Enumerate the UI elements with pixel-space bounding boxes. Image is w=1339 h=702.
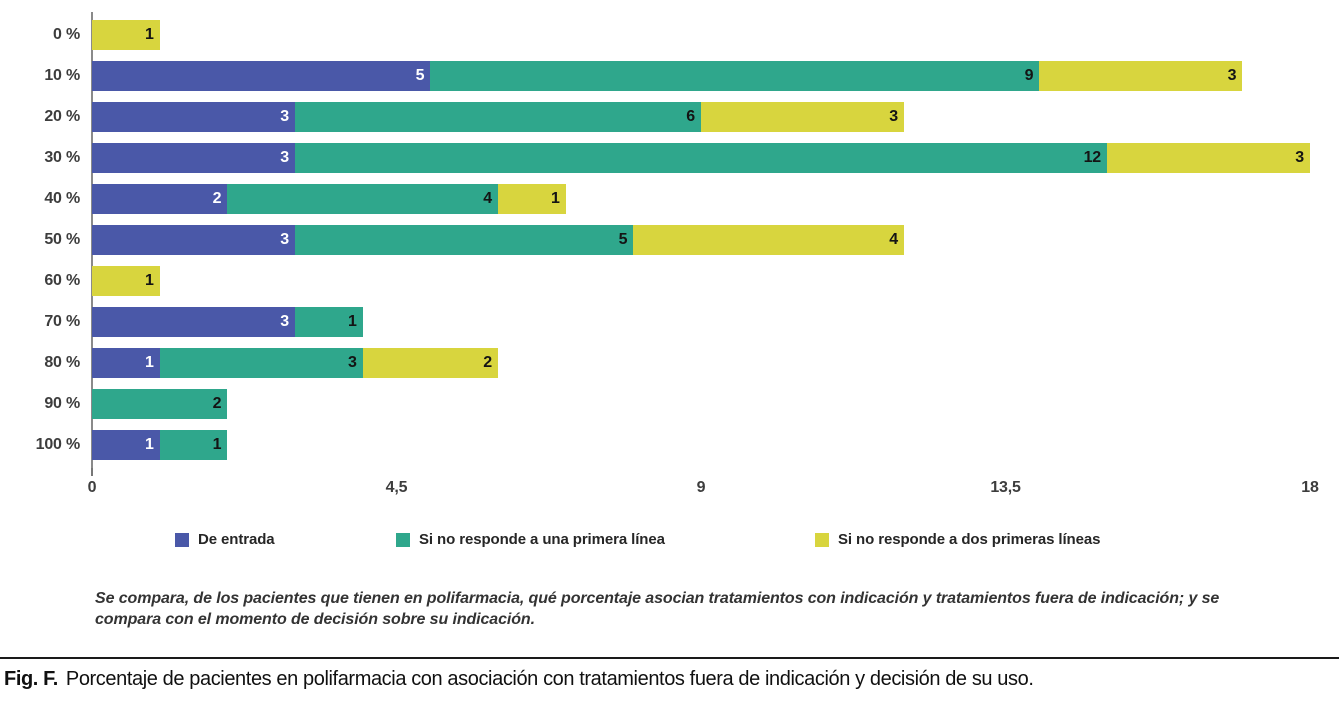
legend-label: Si no responde a una primera línea <box>419 531 665 548</box>
bar-segment <box>160 348 363 378</box>
bar-track <box>92 348 1310 378</box>
bar-segment <box>92 61 430 91</box>
bar-value-label: 2 <box>212 189 222 207</box>
bar-segment <box>92 102 295 132</box>
y-axis-label: 80 % <box>44 353 80 371</box>
y-axis-label: 100 % <box>35 435 80 453</box>
legend-swatch <box>175 533 189 547</box>
bar-segment <box>430 61 1039 91</box>
bar-segment <box>363 348 498 378</box>
bar-value-label: 1 <box>144 25 154 43</box>
x-axis-ticks <box>87 479 1319 499</box>
bar-segment <box>295 102 701 132</box>
legend-item <box>396 531 665 548</box>
bar-value-label: 2 <box>212 394 222 412</box>
x-axis-tick-label: 18 <box>1301 479 1319 496</box>
chart-row <box>0 219 1339 260</box>
legend-label: De entrada <box>198 531 275 548</box>
bar-segment <box>92 348 160 378</box>
bar-value-label: 9 <box>1024 66 1034 84</box>
bar-track <box>92 266 1310 296</box>
bar-segment <box>295 225 633 255</box>
bar-value-label: 2 <box>483 353 492 371</box>
bar-value-label: 3 <box>280 230 289 248</box>
x-axis-tick-label: 4,5 <box>385 479 408 496</box>
bar-segment <box>227 184 498 214</box>
bar-segment <box>92 307 295 337</box>
chart-row <box>0 383 1339 424</box>
bar-value-label: 5 <box>618 230 628 248</box>
chart-row <box>0 14 1339 55</box>
bar-segment <box>92 389 227 419</box>
bar-value-label: 1 <box>550 189 560 207</box>
bar-segment <box>498 184 566 214</box>
bar-segment <box>295 143 1107 173</box>
chart-row <box>0 137 1339 178</box>
chart-row <box>0 55 1339 96</box>
bar-track <box>92 225 1310 255</box>
legend-item <box>815 531 1100 548</box>
y-axis-label: 10 % <box>44 66 80 84</box>
y-axis-label: 40 % <box>44 189 80 207</box>
bar-track <box>92 307 1310 337</box>
chart-rows <box>0 14 1339 465</box>
bar-value-label: 3 <box>280 312 289 330</box>
chart-row <box>0 424 1339 465</box>
x-axis-tick-label: 13,5 <box>990 479 1021 496</box>
y-axis-label: 20 % <box>44 107 80 125</box>
y-axis-label: 70 % <box>44 312 80 330</box>
bar-value-label: 3 <box>347 353 357 371</box>
bar-segment <box>92 20 160 50</box>
bar-track <box>92 102 1310 132</box>
bar-segment <box>92 143 295 173</box>
y-axis-label: 60 % <box>44 271 80 289</box>
bar-value-label: 3 <box>280 148 289 166</box>
figure-caption-label: Fig. F. <box>4 668 58 690</box>
bar-track <box>92 430 1310 460</box>
bar-value-label: 3 <box>889 107 898 125</box>
bar-track <box>92 184 1310 214</box>
bar-value-label: 3 <box>280 107 289 125</box>
bar-value-label: 5 <box>415 66 425 84</box>
legend-swatch <box>815 533 829 547</box>
x-axis-zero-tick <box>91 468 93 476</box>
bar-value-label: 3 <box>1227 66 1237 84</box>
bar-value-label: 1 <box>144 271 154 289</box>
bar-value-label: 4 <box>483 189 492 207</box>
bar-segment <box>160 430 228 460</box>
chart-row <box>0 301 1339 342</box>
y-axis-label: 0 % <box>53 25 80 43</box>
bar-track <box>92 143 1310 173</box>
x-axis-tick-label: 0 <box>87 479 97 496</box>
bar-value-label: 12 <box>1083 148 1101 166</box>
bar-value-label: 1 <box>212 435 222 453</box>
bar-segment <box>295 307 363 337</box>
bar-segment <box>92 266 160 296</box>
x-axis-tick-label: 9 <box>696 479 706 496</box>
legend-label: Si no responde a dos primeras líneas <box>838 531 1101 548</box>
bar-segment <box>92 225 295 255</box>
bar-track <box>92 20 1310 50</box>
bar-value-label: 3 <box>1295 148 1304 166</box>
bar-segment <box>92 430 160 460</box>
y-axis-label: 30 % <box>44 148 80 166</box>
legend-swatch <box>396 533 410 547</box>
bar-segment <box>701 102 904 132</box>
bar-segment <box>633 225 904 255</box>
chart-row <box>0 178 1339 219</box>
bar-segment <box>1107 143 1310 173</box>
bar-track <box>92 61 1310 91</box>
chart-row <box>0 260 1339 301</box>
bar-value-label: 1 <box>144 435 154 453</box>
bar-segment <box>92 184 227 214</box>
figure-caption-text: Porcentaje de pacientes en polifarmacia con asociación con tratamientos fuera de indicación y decisión de su uso. <box>65 668 1034 690</box>
chart-row <box>0 342 1339 383</box>
bar-value-label: 6 <box>686 107 695 125</box>
figure-caption <box>4 668 1336 691</box>
y-axis-label: 50 % <box>44 230 80 248</box>
bar-segment <box>1039 61 1242 91</box>
bar-value-label: 1 <box>144 353 154 371</box>
chart-row <box>0 96 1339 137</box>
legend-item <box>175 531 275 548</box>
bar-value-label: 4 <box>889 230 898 248</box>
chart-legend <box>0 531 1339 553</box>
caption-divider <box>0 657 1339 659</box>
bar-track <box>92 389 1310 419</box>
figure-note: Se compara, de los pacientes que tienen en polifarmacia, qué porcentaje asocian tratamientos con indicación y tratamientos fuera de indicación; y se compara con el momento de decisión sobre su indicación. <box>95 590 1220 629</box>
y-axis-label: 90 % <box>44 394 80 412</box>
bar-value-label: 1 <box>347 312 357 330</box>
